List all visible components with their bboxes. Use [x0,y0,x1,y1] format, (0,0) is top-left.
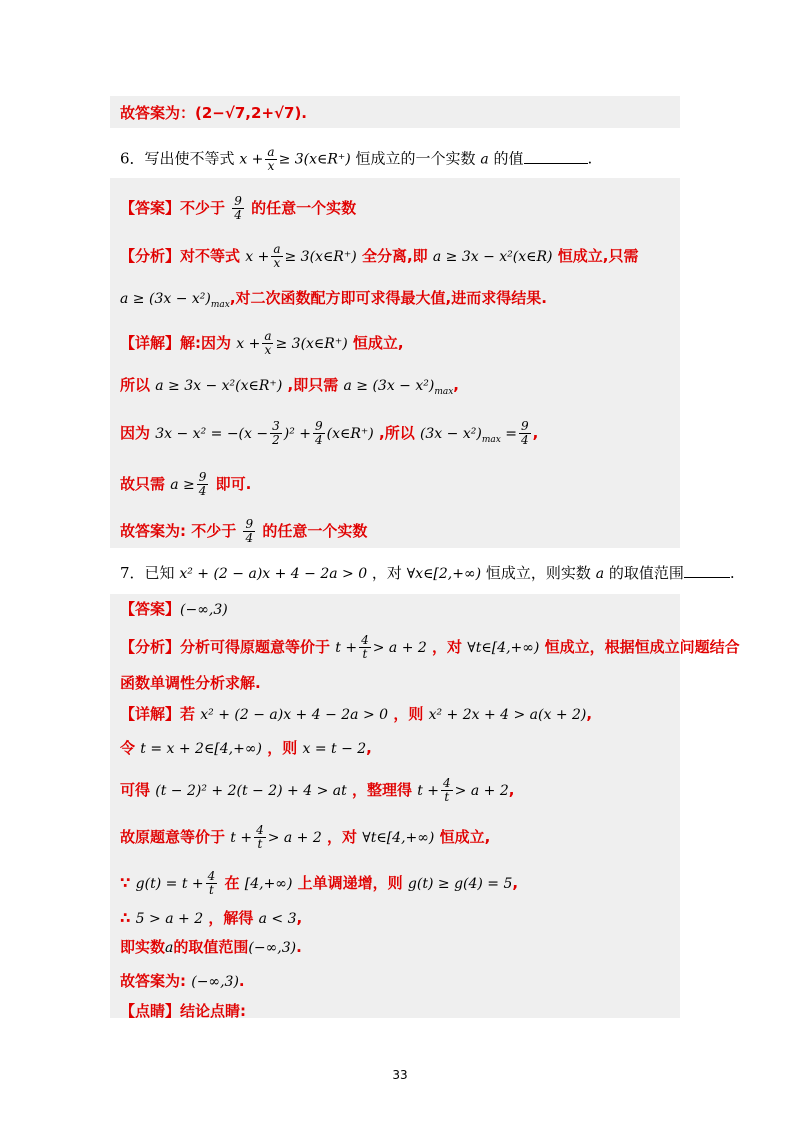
q7-detail-line3: 可得 (t − 2)² + 2(t − 2) + 4 > at ，整理得 t + $\frac{4}{t}$ > a + 2, [120,776,515,804]
q6-analysis-line2: $a \ge (3x - x^2)_{max}$,对二次函数配方即可求得最大值,进而求得结果. [120,289,547,310]
q7-detail: 【详解】若 x² + (2 − a)x + 4 − 2a > 0 ，则 x² + 2x + 4 > a(x + 2), [120,705,593,723]
q6-detail-line3: 因为 3x − x² = −(x − $\frac{3}{2}$ )² + $\frac{9}{4}$ (x∈R⁺) ,所以 $(3x - x^2)_{max}$ = $\frac{9}{4}$ , [120,419,539,447]
q6-detail-line4: 故只需 a ≥ $\frac{9}{4}$ 即可. [120,470,252,498]
q7-detail-line4: 故原题意等价于 t + $\frac{4}{t}$ > a + 2 ，对 ∀t∈[4,+∞) 恒成立, [120,823,491,851]
q6-analysis: 【分析】对不等式 x + $\frac{a}{x}$ ≥ 3(x∈R⁺) 全分离,即 a ≥ 3x − x²(x∈R) 恒成立,只需 [120,242,639,270]
answer-blank [524,149,588,164]
q6-detail-line2: 所以 a ≥ 3x − x²(x∈R⁺) ,即只需 $a \ge (3x - x^2)_{max}$, [120,376,459,397]
q6-detail: 【详解】解:因为 x + $\frac{a}{x}$ ≥ 3(x∈R⁺) 恒成立, [120,329,404,357]
q6-final-answer: 故答案为: 不少于 $\frac{9}{4}$ 的任意一个实数 [120,517,368,545]
question-7: 7．已知 x² + (2 − a)x + 4 − 2a > 0 ，对 ∀x∈[2,+∞) 恒成立，则实数 a 的取值范围 . [120,564,735,582]
page-number: 33 [392,1068,408,1082]
answer-blank [684,563,730,578]
q7-point: 【点睛】结论点睛: [120,1002,247,1020]
q7-analysis-line2: 函数单调性分析求解. [120,674,261,692]
prev-final-answer: 故答案为：(2−√7,2+√7). [120,104,308,122]
q7-detail-line2: 令 t = x + 2∈[4,+∞) ，则 x = t − 2, [120,739,372,757]
question-6: 6．写出使不等式 x + $\frac{a}{x}$ ≥ 3(x∈R⁺) 恒成立的一个实数 a 的值 . [120,145,593,173]
q7-final-answer: 故答案为: (−∞,3). [120,972,245,990]
q7-detail-line6: ∴ 5 > a + 2 ，解得 a < 3, [120,909,303,927]
q7-analysis: 【分析】分析可得原题意等价于 t + $\frac{4}{t}$ > a + 2 ，对 ∀t∈[4,+∞) 恒成立，根据恒成立问题结合 [120,633,740,661]
q6-answer: 【答案】不少于 $\frac{9}{4}$ 的任意一个实数 [120,194,357,222]
q7-detail-line5: ∵ g(t) = t + $\frac{4}{t}$ 在 [4,+∞) 上单调递增，则 g(t) ≥ g(4) = 5, [120,869,519,897]
q7-answer: 【答案】(−∞,3) [120,600,228,618]
q7-detail-line7: 即实数a的取值范围(−∞,3). [120,938,302,956]
